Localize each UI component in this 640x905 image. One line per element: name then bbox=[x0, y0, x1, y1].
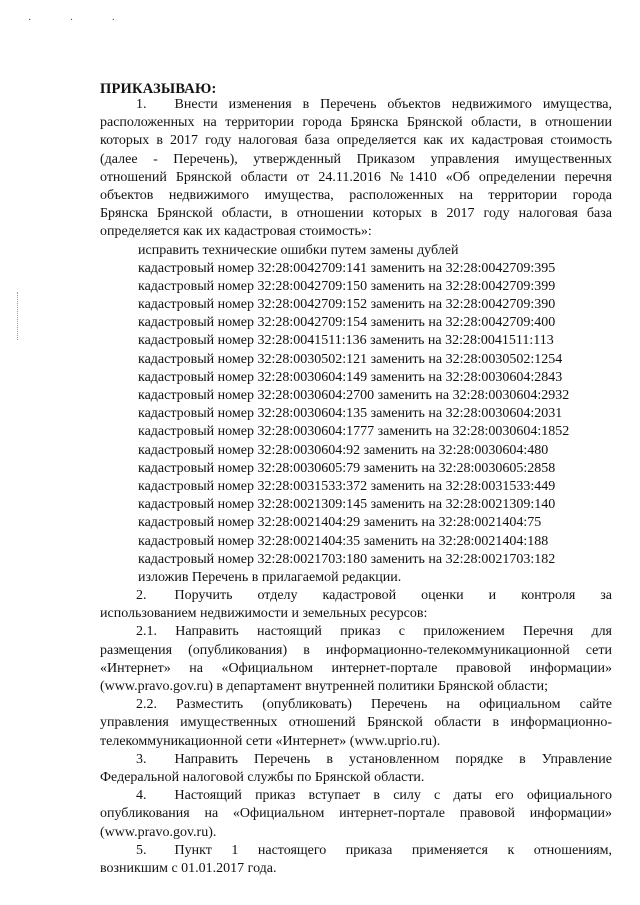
cadastral-item: кадастровый номер 32:28:0021309:145 заменить на 32:28:0021309:140 bbox=[138, 497, 556, 513]
text-line: «Интернет» на «Официальном интернет-портале правовой информации» bbox=[100, 660, 612, 676]
paragraph-5 bbox=[100, 842, 612, 878]
text-line: (далее - Перечень), утвержденный Приказом управления имущественных bbox=[100, 151, 612, 167]
text-line: определяется как их кадастровая стоимость»: bbox=[100, 224, 372, 240]
cadastral-item: кадастровый номер 32:28:0042709:154 заменить на 32:28:0042709:400 bbox=[138, 315, 556, 331]
cadastral-item: кадастровый номер 32:28:0031533:372 заменить на 32:28:0031533:449 bbox=[138, 478, 556, 494]
text-line: 1. Внести изменения в Перечень объектов недвижимого имущества, bbox=[136, 97, 612, 112]
cadastral-item: кадастровый номер 32:28:0041511:136 заменить на 32:28:0041511:113 bbox=[138, 333, 554, 349]
cadastral-item: кадастровый номер 32:28:0030605:79 заменить на 32:28:0030605:2858 bbox=[138, 460, 556, 476]
cadastral-item: кадастровый номер 32:28:0030502:121 заменить на 32:28:0030502:1254 bbox=[138, 351, 563, 367]
cadastral-item: кадастровый номер 32:28:0042709:141 заменить на 32:28:0042709:395 bbox=[138, 260, 556, 276]
fix-instruction: исправить технические ошибки путем замены дублей bbox=[138, 242, 459, 258]
cadastral-item: кадастровый номер 32:28:0021703:180 заменить на 32:28:0021703:182 bbox=[138, 551, 556, 567]
text-line: которых в 2017 году налоговая база определяется как их кадастровая стоимость bbox=[100, 133, 612, 149]
scan-margin-marks bbox=[17, 292, 20, 340]
paragraph-2 bbox=[100, 587, 612, 623]
cadastral-list bbox=[100, 260, 612, 569]
text-line: использованием недвижимости и земельных ресурсов: bbox=[100, 606, 428, 622]
text-line: управления имущественных отношений Брянской области в информационно- bbox=[100, 715, 612, 731]
text-line: телекоммуникационной сети «Интернет» (www.uprio.ru). bbox=[100, 733, 441, 749]
text-line: расположенных на территории города Брянска Брянской области, в отношении bbox=[100, 115, 612, 131]
text-line: 4. Настоящий приказ вступает в силу с даты его официального bbox=[136, 788, 612, 804]
text-line: Федеральной налоговой службы по Брянской области. bbox=[100, 769, 425, 785]
text-line: объектов недвижимого имущества, расположенных на территории города bbox=[100, 187, 612, 203]
paragraph-2-2 bbox=[100, 696, 612, 751]
text-line: (www.pravo.gov.ru) в департамент внутренней политики Брянской области; bbox=[100, 679, 548, 694]
cadastral-item: кадастровый номер 32:28:0030604:2700 заменить на 32:28:0030604:2932 bbox=[138, 388, 570, 403]
text-line: размещения (опубликования) в информационно-телекоммуникационной сети bbox=[100, 642, 612, 658]
text-line: Брянска Брянской области, в отношении которых в 2017 году налоговая база bbox=[100, 206, 612, 222]
cadastral-item: кадастровый номер 32:28:0030604:135 заменить на 32:28:0030604:2031 bbox=[138, 406, 563, 422]
cadastral-item: кадастровый номер 32:28:0042709:150 заменить на 32:28:0042709:399 bbox=[138, 278, 556, 294]
cadastral-item: кадастровый номер 32:28:0030604:1777 заменить на 32:28:0030604:1852 bbox=[138, 424, 570, 440]
cadastral-item: кадастровый номер 32:28:0030604:149 заменить на 32:28:0030604:2843 bbox=[138, 369, 563, 385]
text-line: возникшим с 01.01.2017 года. bbox=[100, 860, 277, 876]
order-heading: ПРИКАЗЫВАЮ: bbox=[100, 81, 217, 97]
text-line: 2.2. Разместить (опубликовать) Перечень на официальном сайте bbox=[136, 697, 612, 713]
text-line: (www.pravo.gov.ru). bbox=[100, 824, 217, 840]
cadastral-item: кадастровый номер 32:28:0042709:152 заменить на 32:28:0042709:390 bbox=[138, 297, 556, 313]
text-line: 3. Направить Перечень в установленном порядке в Управление bbox=[136, 751, 612, 767]
cadastral-item: кадастровый номер 32:28:0021404:29 заменить на 32:28:0021404:75 bbox=[138, 515, 542, 531]
cadastral-item: кадастровый номер 32:28:0021404:35 заменить на 32:28:0021404:188 bbox=[138, 533, 549, 549]
cadastral-item: кадастровый номер 32:28:0030604:92 заменить на 32:28:0030604:480 bbox=[138, 442, 549, 458]
text-line: опубликования на «Официальном интернет-портале правовой информации» bbox=[100, 806, 612, 822]
paragraph-4 bbox=[100, 787, 612, 842]
text-line: 5. Пункт 1 настоящего приказа применяется к отношениям, bbox=[136, 842, 612, 858]
text-line: 2.1. Направить настоящий приказ с приложением Перечня для bbox=[136, 624, 612, 640]
paragraph-1 bbox=[100, 96, 612, 587]
scan-specks: · · · bbox=[28, 15, 133, 26]
document-body bbox=[100, 96, 612, 878]
text-line: 2. Поручить отделу кадастровой оценки и контроля за bbox=[136, 588, 612, 604]
paragraph-2-1 bbox=[100, 623, 612, 696]
paragraph-3 bbox=[100, 751, 612, 787]
text-line: отношений Брянской области от 24.11.2016 №1410 «Об определении перечня bbox=[100, 169, 612, 185]
closing-line: изложив Перечень в прилагаемой редакции. bbox=[138, 569, 402, 585]
